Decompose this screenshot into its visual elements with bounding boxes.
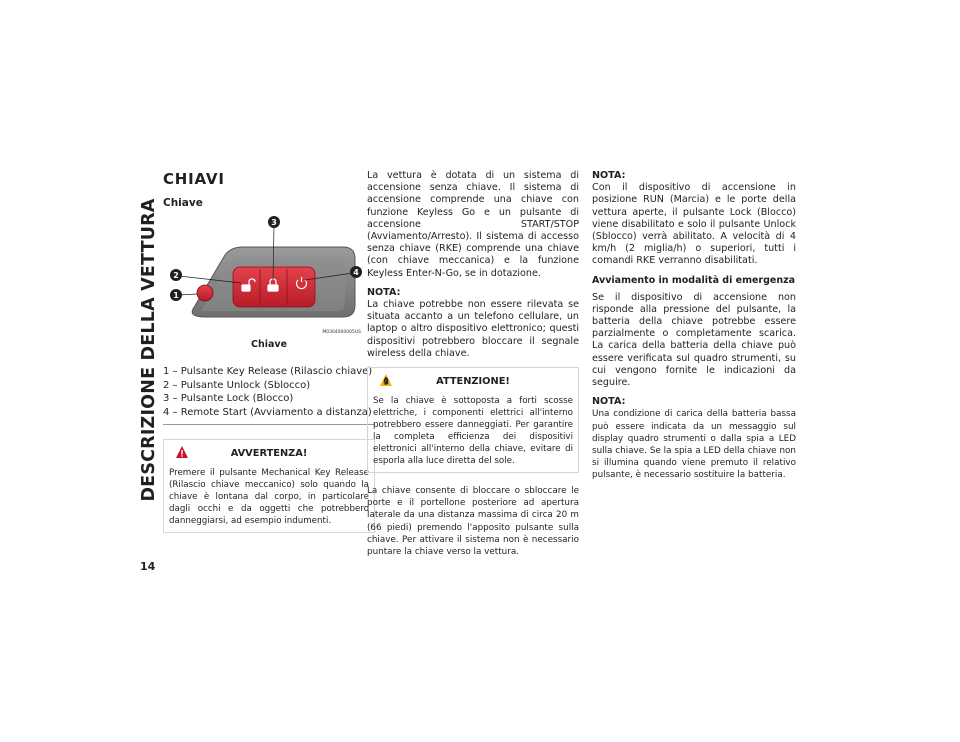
warning-header [169, 444, 369, 464]
rke-paragraph: La chiave consente di bloccare o sbloccare le porte e il portellone posteriore ad apertura laterale da una distanza massima di circa 20 m (66 piedi) premendo l'apposito pulsante sulla chiave. Per attivare il sistema non è necessario puntare la chiave verso la vettura. [367, 486, 579, 558]
figure-code: M0304000005US [322, 330, 361, 335]
page-number: 14 [140, 560, 156, 573]
note-label: NOTA: [592, 170, 626, 181]
caution-box [367, 367, 579, 473]
column-left [163, 170, 375, 545]
caution-header [373, 372, 573, 392]
emergency-start-paragraph: Se il dispositivo di accensione non risponde alla pressione del pulsante, la batteria della chiave potrebbe essere parzialmente o completamente scarica. La carica della batteria della chiave può essere verificata sul quadro strumenti, su cui vengono fornite le indicazioni da seguire. [592, 291, 796, 389]
callout-2 [170, 269, 182, 281]
emergency-start-heading: Avviamento in modalità di emergenza [592, 274, 796, 286]
legend-item: 1 – Pulsante Key Release (Rilascio chiave) [163, 366, 373, 377]
key-figure [167, 213, 363, 337]
note-label: NOTA: [367, 286, 401, 298]
warning-box [163, 439, 375, 533]
key-illustration [167, 213, 363, 337]
caution-text: Se la chiave è sottoposta a forti scosse elettriche, i componenti elettrici all'interno potrebbero essere danneggiati. Per garantire la completa efficienza dei dispositivi elettronici all'interno della chiave, evitare di esporla alla luce diretta del sole. [373, 396, 573, 467]
section-subheading: Chiave [163, 197, 203, 209]
callout-4 [350, 266, 362, 278]
legend-item: 3 – Pulsante Lock (Blocco) [163, 393, 294, 404]
figure-legend [163, 365, 375, 425]
section-side-title [135, 160, 163, 540]
caution-hand-icon [379, 373, 393, 387]
column-right [592, 170, 796, 489]
note-text: Con il dispositivo di accensione in posizione RUN (Marcia) e le porte della vettura aperte, il pulsante Lock (Blocco) viene disabilitato e solo il pulsante Unlock (Sblocco) verrà abilitato. A velocità di 4 km/h (2 miglia/h) o superiori, tutti i comandi RKE verranno disabilitati. [592, 182, 796, 267]
svg-text:3: 3 [271, 218, 277, 227]
warning-text: Premere il pulsante Mechanical Key Release (Rilascio chiave meccanico) solo quando la chiave è lontana dal corpo, in particolare dagli occhi e da oggetti che potrebbero danneggiarsi, ad esempio indumenti. [169, 468, 369, 526]
page-heading: CHIAVI [163, 170, 225, 188]
section-title-text: DESCRIZIONE DELLA VETTURA [139, 198, 159, 502]
note-label: NOTA: [592, 396, 626, 408]
figure-caption: Chiave [250, 339, 288, 350]
caution-title: ATTENZIONE! [436, 376, 510, 388]
warning-title: AVVERTENZA! [230, 448, 308, 459]
svg-text:4: 4 [353, 268, 359, 277]
callout-3 [268, 216, 280, 228]
intro-paragraph: La vettura è dotata di un sistema di accensione senza chiave. Il sistema di accensione comprende una chiave con funzione Keyless Go e un pulsante di accensione START/STOP (Avviamento/Arresto). Il sistema di accesso senza chiave (RKE) comprende una chiave (con chiave meccanica) e la funzione Keyless Enter-N-Go, se in dotazione. [367, 170, 579, 279]
svg-text:2: 2 [173, 271, 179, 280]
note-text: La chiave potrebbe non essere rilevata se situata accanto a un telefono cellulare, un laptop o altro dispositivo elettronico; questi dispositivi potrebbero bloccare il segnale wireless della chiave. [367, 299, 579, 359]
legend-item: 2 – Pulsante Unlock (Sblocco) [163, 379, 311, 391]
warning-triangle-icon [175, 445, 189, 459]
legend-item: 4 – Remote Start (Avviamento a distanza) [163, 406, 372, 418]
column-middle [367, 170, 579, 565]
key-release-button [197, 285, 213, 301]
callout-1 [170, 289, 182, 301]
svg-text:1: 1 [173, 291, 179, 300]
note-text: Una condizione di carica della batteria bassa può essere indicata da un messaggio sul display quadro strumenti o dalla spia a LED sulla chiave. Se la spia a LED della chiave non si illumina quando viene premuto il relativo pulsante, è necessario sostituire la batteria. [592, 409, 796, 481]
